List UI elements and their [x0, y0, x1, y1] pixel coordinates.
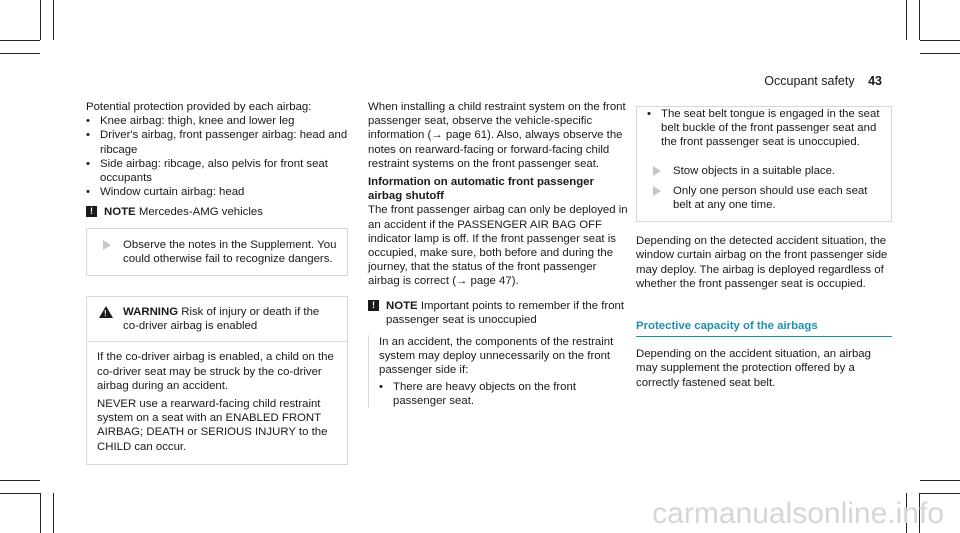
crop-mark: [40, 0, 41, 40]
watermark: carmanualsonline.info: [652, 497, 944, 530]
crop-mark: [920, 480, 960, 481]
header-section: Occupant safety: [764, 74, 855, 88]
list-item: • Knee airbag: thigh, knee and lower leg: [86, 114, 348, 128]
section-title: Protective capacity of the airbags: [636, 319, 892, 337]
list-item: • There are heavy objects on the front passenger seat.: [379, 380, 630, 408]
warning-icon: !: [99, 306, 113, 318]
crop-mark: [920, 53, 960, 54]
crop-mark: [919, 0, 920, 40]
list-item: • The seat belt tongue is engaged in the seat belt buckle of the front passenger seat and the front passenger seat is unoccupied.: [647, 107, 881, 150]
note-continuation: [636, 106, 892, 222]
column-middle: [368, 100, 630, 408]
instruction: Observe the notes in the Supplement. You could otherwise fail to recognize dangers.: [97, 238, 337, 266]
list-item: • Driver's airbag, front passenger airbag: head and ribcage: [86, 128, 348, 156]
info-icon: !: [86, 206, 97, 217]
note-label: NOTE: [104, 206, 136, 219]
crop-mark: [906, 0, 907, 40]
intro-text: Potential protection provided by each airbag:: [86, 101, 312, 113]
crop-mark: [40, 493, 41, 533]
warning-header: [87, 297, 347, 342]
crop-mark: [920, 493, 960, 494]
column-left: [86, 100, 348, 465]
note-text: Mercedes-AMG vehicles: [138, 206, 263, 219]
list-item: • Side airbag: ribcage, also pelvis for front seat occupants: [86, 157, 348, 185]
crop-mark: [0, 53, 40, 54]
crop-mark: [53, 493, 54, 533]
paragraph: In an accident, the components of the restraint system may deploy unnecessarily on the front passenger side if:: [379, 336, 614, 377]
instruction: Stow objects in a suitable place.: [647, 164, 881, 178]
note-text: Important points to remember if the front passenger seat is unoccupied: [386, 299, 625, 326]
crop-mark: [0, 480, 40, 481]
warning-label: WARNING: [123, 306, 179, 319]
subheading: Information on automatic front passenger airbag shutoff: [368, 176, 594, 203]
paragraph: Depending on the accident situation, an airbag may supplement the protection offered by a correctly fastened seat belt.: [636, 348, 871, 389]
paragraph: Depending on the detected accident situation, the window curtain airbag on the front passenger side may deploy. The airbag is deployed regardless of whether the front passenger seat is occupied.: [636, 235, 888, 290]
instruction: Only one person should use each seat belt at any one time.: [647, 184, 881, 212]
note-body: [368, 335, 630, 408]
page-number: 43: [868, 74, 882, 88]
warning-box: [86, 296, 348, 465]
warning-title: Risk of injury or death if the co-driver airbag is enabled: [123, 306, 320, 333]
running-header: [764, 74, 882, 88]
paragraph: The front passenger airbag can only be deployed in an accident if the PASSENGER AIR BAG OFF indicator lamp is off. If the front passenger seat is occupied, make sure, both before and during the journey, that the status of the front passenger airbag is correct (→ page 47).: [368, 204, 628, 288]
note-label: NOTE: [386, 299, 418, 312]
note-box: [86, 228, 348, 276]
list-item: • Window curtain airbag: head: [86, 185, 348, 199]
column-right: [636, 106, 892, 390]
paragraph: When installing a child restraint system on the front passenger seat, observe the vehicle-specific information (→ page 61). Also, always observe the notes on rearward-facing or forward-facing child restraint systems on the front passenger seat.: [368, 101, 626, 170]
warning-text: NEVER use a rearward-facing child restraint system on a seat with an ENABLED FRONT AIRBAG; DEATH or SERIOUS INJURY to the CHILD can occur.: [97, 398, 328, 453]
note: [368, 299, 630, 327]
info-icon: !: [368, 300, 379, 311]
warning-body: [87, 342, 347, 463]
warning-text: If the co-driver airbag is enabled, a child on the co-driver seat may be struck by the co-driver airbag during an accident.: [97, 351, 334, 392]
crop-mark: [0, 493, 40, 494]
crop-mark: [53, 0, 54, 40]
crop-mark: [0, 40, 40, 41]
crop-mark: [920, 40, 960, 41]
note: [86, 205, 348, 219]
